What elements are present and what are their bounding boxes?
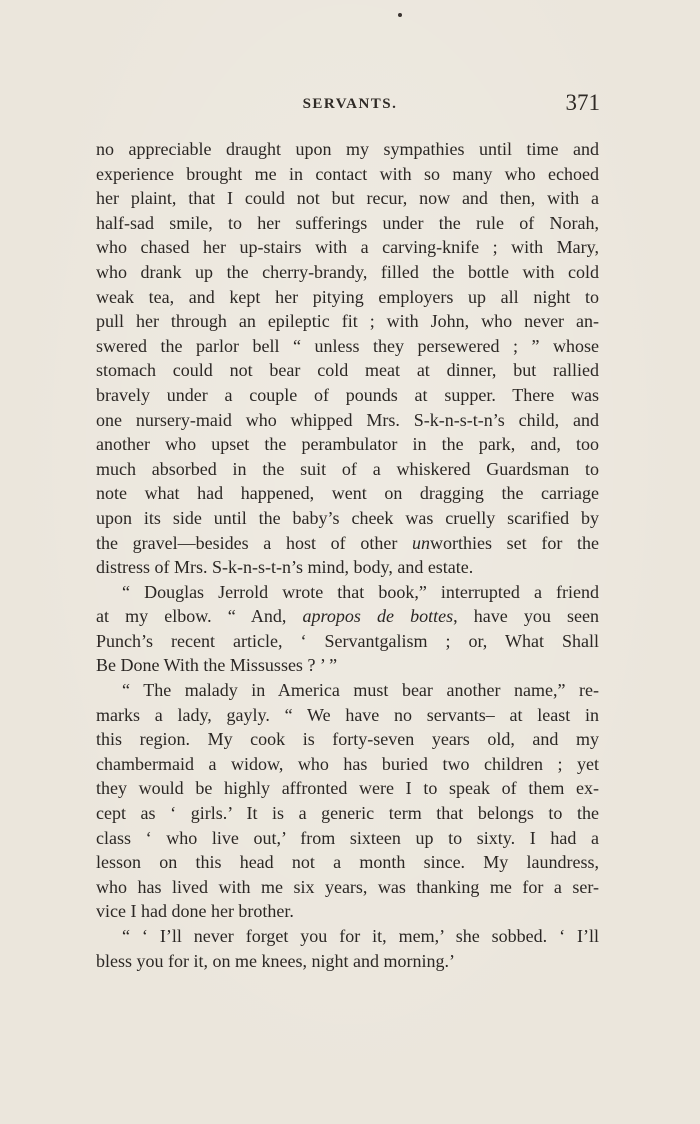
text-line: bless you for it, on me knees, night and morning.’ xyxy=(96,950,455,971)
page-number: 371 xyxy=(565,90,600,115)
text-line: class ‘ who live out,’ from sixteen up to sixty. I had a xyxy=(96,827,599,848)
text-line: weak tea, and kept her pitying employers up all night to xyxy=(96,286,599,307)
text-line: vice I had done her brother. xyxy=(96,901,294,922)
text-line: Punch’s recent article, ‘ Servantgalism ; or, What Shall xyxy=(96,630,599,651)
text-line: “ The malady in America must bear another name,” re- xyxy=(122,680,599,701)
text-line: they would be highly affronted were I to speak of them ex- xyxy=(96,778,599,799)
text-line: who drank up the cherry-brandy, filled the bottle with cold xyxy=(96,261,599,282)
text-line: swered the parlor bell “ unless they persewered ; ” whose xyxy=(96,335,599,356)
running-head: SERVANTS. xyxy=(302,96,398,112)
text-line: another who upset the perambulator in the park, and, too xyxy=(96,434,599,455)
text-line: Be Done With the Missusses ? ’ ” xyxy=(96,655,338,676)
text-line: one nursery-maid who whipped Mrs. S-k-n-s-t-n’s child, and xyxy=(96,409,599,430)
text-line: half-sad smile, to her sufferings under the rule of Norah, xyxy=(96,212,599,233)
text-line: who has lived with me six years, was thanking me for a ser- xyxy=(96,876,599,897)
text-line: pull her through an epileptic fit ; with John, who never an- xyxy=(96,311,599,332)
italic-run: un xyxy=(412,532,430,553)
text-line: much absorbed in the suit of a whiskered Guardsman to xyxy=(96,458,599,479)
text-line: this region. My cook is forty-seven years old, and my xyxy=(96,729,599,750)
text-line: her plaint, that I could not but recur, now and then, with a xyxy=(96,188,599,209)
text-run: , have you seen xyxy=(453,606,600,627)
text-line: note what had happened, went on dragging the carriage xyxy=(96,483,599,504)
text-run: at my elbow. “ And, xyxy=(96,606,303,627)
text-line: upon its side until the baby’s cheek was cruelly scarified by xyxy=(96,507,599,528)
text-line: cept as ‘ girls.’ It is a generic term that belongs to the xyxy=(96,803,599,824)
text-line: “ ‘ I’ll never forget you for it, mem,’ she sobbed. ‘ I’ll xyxy=(122,926,599,946)
italic-run: apropos de bottes xyxy=(302,606,454,627)
ink-dot xyxy=(398,13,402,17)
body-text xyxy=(96,137,599,973)
text-line: “ Douglas Jerrold wrote that book,” interrupted a friend xyxy=(122,581,599,602)
text-line: no appreciable draught upon my sympathies until time and xyxy=(96,139,599,159)
text-run: the gravel—besides a host of other xyxy=(96,532,412,553)
text-line: marks a lady, gayly. “ We have no servants– at least in xyxy=(96,704,599,725)
text-line: lesson on this head not a month since. My laundress, xyxy=(96,852,599,873)
text-line-mixed xyxy=(96,531,599,556)
text-line: who chased her up-stairs with a carving-knife ; with Mary, xyxy=(96,237,599,258)
text-line: chambermaid a widow, who has buried two children ; yet xyxy=(96,753,599,774)
text-line: distress of Mrs. S-k-n-s-t-n’s mind, body, and estate. xyxy=(96,557,474,578)
text-line: stomach could not bear cold meat at dinner, but rallied xyxy=(96,360,599,381)
text-line-mixed xyxy=(96,604,599,629)
text-run: worthies set for the xyxy=(430,532,599,553)
text-line: experience brought me in contact with so many who echoed xyxy=(96,163,599,184)
text-line: bravely under a couple of pounds at supper. There was xyxy=(96,384,599,405)
